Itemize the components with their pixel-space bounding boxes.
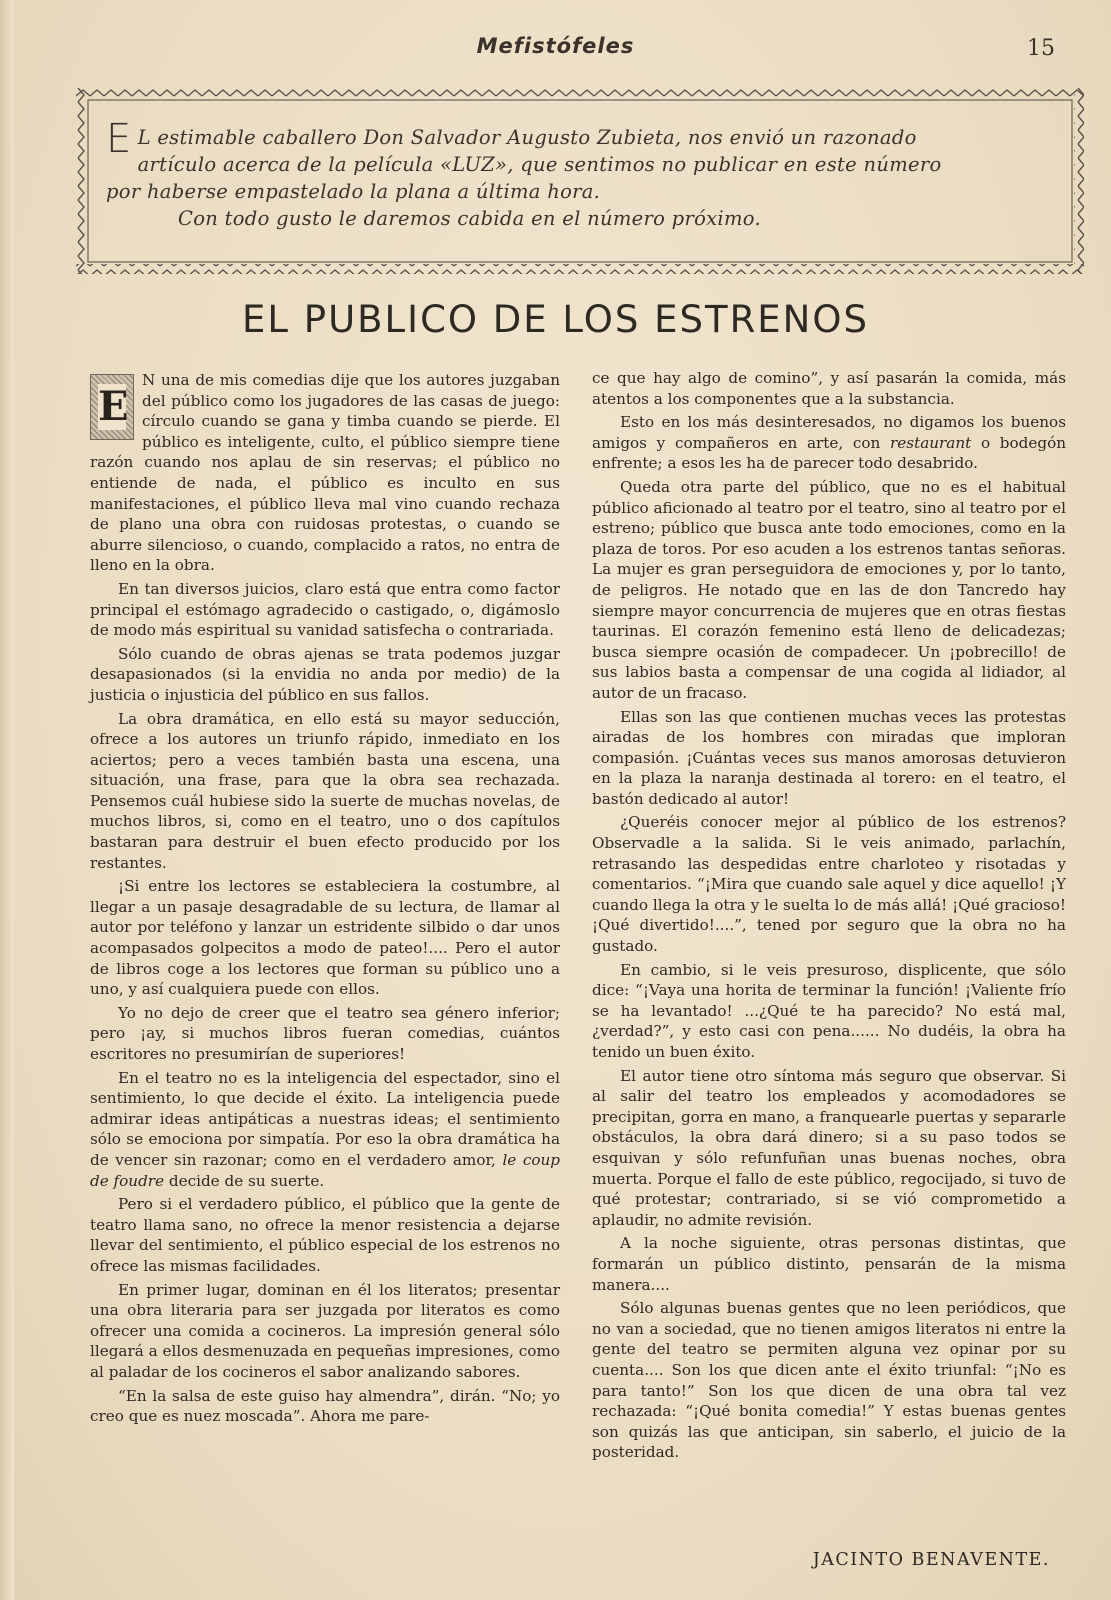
paragraph: ¿Queréis conocer mejor al público de los estrenos? Observadle a la salida. Si le veis animado, parlachín, retrasando las despedidas entre charloteo y risotadas y comentarios. “¡Mira que cuando sale aquel y dice aquello! ¡Y cuando llega la otra y le suelta lo de más allá! ¡Qué gracioso! ¡Qué divertido!....”, tened por seguro que la obra no ha gustado. [592, 813, 1066, 956]
dropcap-letter: E [98, 383, 129, 430]
paragraph: Yo no dejo de creer que el teatro sea género inferior; pero ¡ay, si muchos libros fueran comedias, cuántos escritores no presumirían de superiores! [90, 1003, 560, 1063]
paragraph: Ellas son las que contienen muchas veces las protestas airadas de los hombres con miradas que imploran compasión. ¡Cuántas veces sus manos amorosas detuvieron en la plaza la naranja destinada al torero: en el teatro, el bastón dedicado al autor! [592, 707, 1066, 808]
italic-phrase: restaurant [890, 433, 972, 452]
paragraph: En tan diversos juicios, claro está que entra como factor principal el estómago agradecido o castigado, o, digámoslo de modo más espiritual su vanidad satisfecha o contrariada. [90, 579, 560, 640]
paragraph: La obra dramática, en ello está su mayor seducción, ofrece a los autores un triunfo rápido, inmediato en los aciertos; pero a veces también basta una escena, una situación, una frase, para que la obra sea rechazada. Pensemos cuál hubiese sido la suerte de muchas novelas, de muchos libros, si, como en el teatro, uno o dos capítulos bastaran para destruir el buen efecto producido por los restantes. [90, 709, 560, 872]
paragraph: ce que hay algo de comino”, y así pasarán la comida, más atentos a los componentes que a la substancia. [592, 369, 1066, 408]
paragraph: El autor tiene otro síntoma más seguro que observar. Si al salir del teatro los empleados y acomodadores se precipitan, gorra en mano, a franquearle puertas y separarle obstáculos, la obra dará dinero; si a su paso todos se esquivan y sólo refunfuñan unas buenas noches, obra muerta. Porque el fallo de este público, regocijado, si tuvo de qué protestar; contrariado, si se vió comprometido a aplaudir, no admite revisión. [592, 1066, 1066, 1229]
notice-line-1: L estimable caballero Don Salvador Augusto Zubieta, nos envió un razonado [137, 126, 917, 149]
paragraph-text: Esto en los más desinteresados, no digamos los buenos amigos y compañeros en arte, con [592, 413, 1066, 452]
paragraph [90, 1068, 560, 1192]
paragraph: Sólo algunas buenas gentes que no leen periódicos, que no van a sociedad, que no tienen amigos literatos ni entre la gente del teatro se permiten alguna vez opinar por su cuenta.... Son los que dicen ante el éxito triunfal: “¡No es para tanto!” Son los que dicen de una obra tal vez rechazada: “¡Qué bonita comedia!” Y estas buenas gentes son quizás las que anticipan, sin saberlo, el juicio de la posteridad. [592, 1299, 1066, 1462]
paragraph [592, 412, 1066, 474]
paragraph-text: o bodegón enfrente; a esos les ha de parecer todo desabrido. [592, 433, 1067, 473]
notice-initial: E [106, 116, 132, 162]
article-column-left [90, 370, 560, 1430]
notice-line-3: por haberse empastelado la plana a última hora. [106, 180, 601, 203]
paragraph: En primer lugar, dominan en él los literatos; presentar una obra literaria para ser juzgada por literatos es como ofrecer una comida a cocineros. La impresión general sólo llegará a ellos desmenuzada en pequeñas impresiones, como al paladar de los cocineros el sabor analizando sabores. [90, 1280, 560, 1381]
notice-line-2: artículo acerca de la película «LUZ», que sentimos no publicar en este número [137, 153, 942, 176]
paragraph-text: En el teatro no es la inteligencia del espectador, sino el sentimiento, lo que decide el éxito. La inteligencia puede admirar ideas antipáticas a nuestras ideas; el sentimiento sólo se emociona por simpatía. Por eso la obra dramática ha de vencer sin razonar; como en el verdadero amor, [90, 1068, 560, 1169]
paragraph: ¡Si entre los lectores se estableciera la costumbre, al llegar a un pasaje desagradable de su lectura, de llamar al autor por teléfono y lanzar un estridente silbido o dar unos acompasados golpecitos a modo de pateo!.... Pero el autor de libros coge a los lectores que forman su público uno a uno, y así cualquiera puede con ellos. [90, 877, 560, 999]
notice-text [106, 116, 1054, 232]
author-signature: JACINTO BENAVENTE. [812, 1550, 1050, 1570]
paragraph: A la noche siguiente, otras personas distintas, que formarán un público distinto, pensarán de la misma manera.... [592, 1234, 1066, 1294]
page-edge-shadow [0, 0, 14, 1600]
paragraph [90, 370, 560, 576]
paragraph: Queda otra parte del público, que no es el habitual público aficionado al teatro por el teatro, sino al teatro por el estreno; público que busca ante todo emociones, como en la plaza de toros. Por eso acuden a los estrenos tantas señoras. La mujer es gran perseguidora de emociones y, por lo tanto, de peligros. He notado que en las de don Tancredo hay siempre mayor concurrencia de mujeres que en otras fiestas taurinas. El corazón femenino está lleno de delicadezas; busca siempre ocasión de compadecer. Un ¡pobrecillo! de sus labios basta a compensar de una cogida al lidiador, al autor de un fracaso. [592, 477, 1066, 702]
paragraph: Pero si el verdadero público, el público que la gente de teatro llama sano, no ofrece la menor resistencia a dejarse llevar del sentimiento, el público especial de los estrenos no ofrece las mismas facilidades. [90, 1195, 560, 1275]
article-column-right [592, 368, 1066, 1466]
notice-line-4: Con todo gusto le daremos cabida en el número próximo. [178, 207, 761, 230]
magazine-title: Mefistófeles [476, 34, 635, 58]
page-number: 15 [1027, 36, 1055, 61]
article-title: EL PUBLICO DE LOS ESTRENOS [242, 298, 869, 341]
paragraph-text: N una de mis comedias dije que los autores juzgaban del público como los jugadores de las casas de juego: círculo cuando se gana y timba cuando se pierde. El público es inteligente, culto, el público siempre tiene razón cuando nos aplau de sin reservas; el público no entiende de nada, el público es inculto en sus manifestaciones, el público lleva mal vino cuando rechaza de plano una obra con ruidosas protestas, o cuando se aburre silencioso, o cuando, complacido a ratos, no entra de lleno en la obra. [90, 371, 560, 575]
dropcap-ornament [90, 374, 134, 440]
paragraph-text: decide de su suerte. [164, 1171, 325, 1190]
notice-box [76, 88, 1084, 274]
paragraph: Sólo cuando de obras ajenas se trata podemos juzgar desapasionados (si la envidia no anda por medio) de la justicia o injusticia del público en sus fallos. [90, 644, 560, 704]
paragraph: En cambio, si le veis presuroso, displicente, que sólo dice: “¡Vaya una horita de terminar la función! ¡Valiente frío se ha levantado! ...¿Qué te ha parecido? No está mal, ¿verdad?”, y esto casi con pena...... No dudéis, la obra ha tenido un buen éxito. [592, 960, 1066, 1061]
paragraph: “En la salsa de este guiso hay almendra”, dirán. “No; yo creo que es nuez moscada”. Ahora me pare- [90, 1386, 560, 1426]
italic-phrase: le coup de foudre [90, 1150, 561, 1190]
